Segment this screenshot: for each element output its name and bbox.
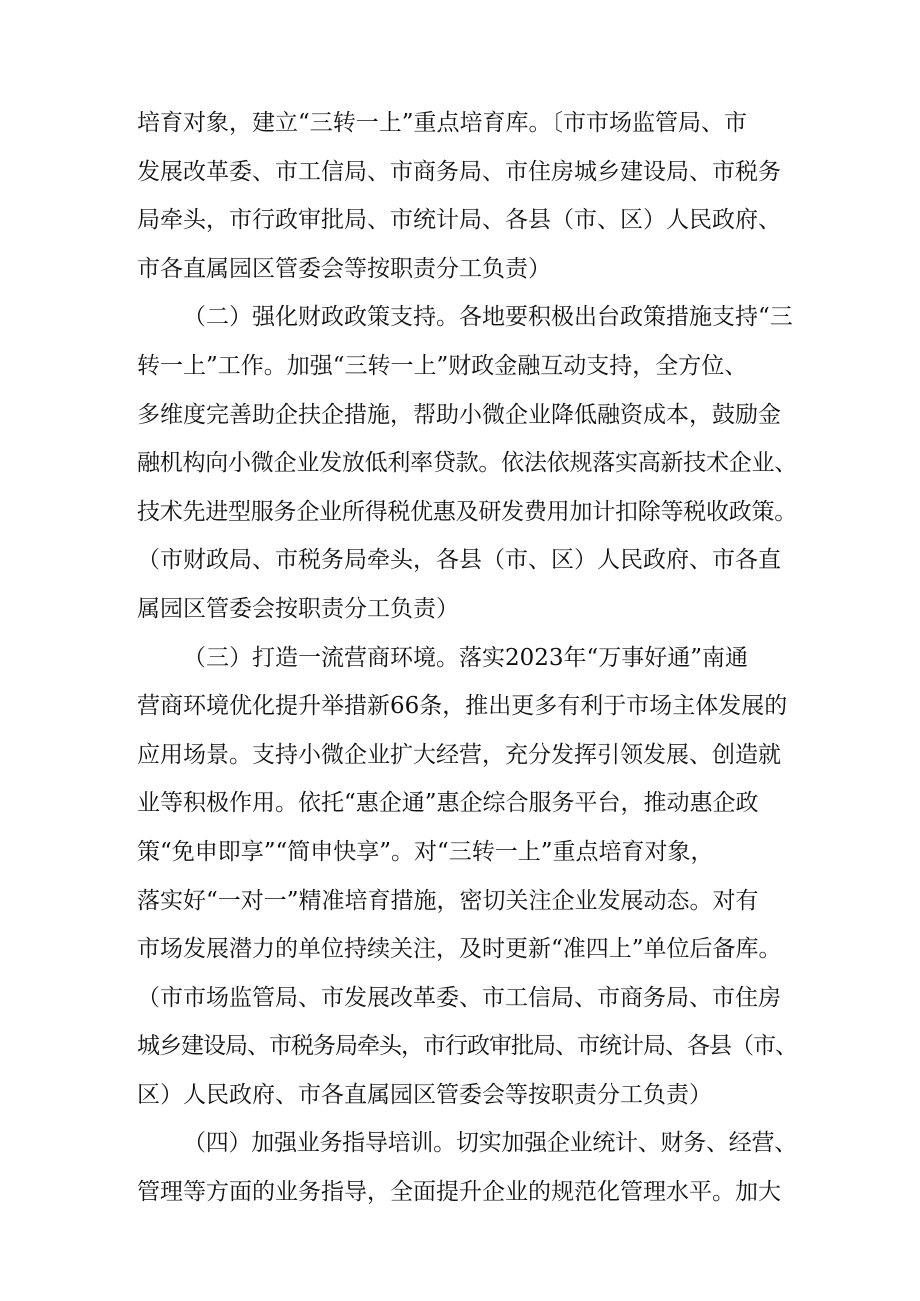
text-line: （市市场监管局、市发展改革委、市工信局、市商务局、市住房 (137, 984, 781, 1011)
text-line: 局牵头，市行政审批局、市统计局、各县（市、区）人民政府、 (137, 207, 781, 234)
text-line: 融机构向小微企业发放低利率贷款。依法依规落实高新技术企业、 (137, 450, 798, 477)
text-line: 管理等方面的业务指导，全面提升企业的规范化管理水平。加大 (137, 1179, 781, 1206)
text-line: （二）强化财政政策支持。各地要积极出台政策措施支持“三 (183, 304, 793, 331)
document-body (137, 103, 797, 1221)
text-line: 城乡建设局、市税务局牵头，市行政审批局、市统计局、各县（市、 (137, 1033, 797, 1060)
text-line: 应用场景。支持小微企业扩大经营，充分发挥引领发展、创造就 (137, 741, 781, 768)
text-line: 多维度完善助企扶企措施，帮助小微企业降低融资成本，鼓励金 (137, 401, 781, 428)
text-line: 培育对象，建立“三转一上”重点培育库。〔市市场监管局、市 (137, 110, 748, 136)
text-line: （市财政局、市税务局牵头，各县（市、区）人民政府、市各直 (137, 547, 781, 574)
text-line: （四）加强业务指导培训。切实加强企业统计、财务、经营、 (183, 1130, 797, 1157)
text-line: 市各直属园区管委会等按职责分工负责） (137, 255, 551, 282)
text-line: 落实好“一对一”精准培育措施，密切关注企业发展动态。对有 (137, 887, 759, 914)
text-line: 转一上”工作。加强“三转一上”财政金融互动支持，全方位、 (137, 352, 748, 379)
text-line: 发展改革委、市工信局、市商务局、市住房城乡建设局、市税务 (137, 158, 781, 185)
text-line: （三）打造一流营商环境。落实2023年“万事好通”南通 (183, 644, 749, 671)
text-line: 业等积极作用。依托“惠企通”惠企综合服务平台，推动惠企政 (137, 790, 759, 817)
text-line: 区）人民政府、市各直属园区管委会等按职责分工负责） (137, 1081, 712, 1108)
text-line: 市场发展潜力的单位持续关注，及时更新“准四上”单位后备库。 (137, 936, 782, 963)
text-line: 属园区管委会按职责分工负责） (137, 595, 459, 622)
text-line: 技术先进型服务企业所得税优惠及研发费用加计扣除等税收政策。 (137, 498, 798, 525)
text-line: 策“免申即享”“简申快享”。对“三转一上”重点培育对象， (137, 838, 714, 865)
text-line: 营商环境优化提升举措新66条，推出更多有利于市场主体发展的 (137, 693, 788, 720)
